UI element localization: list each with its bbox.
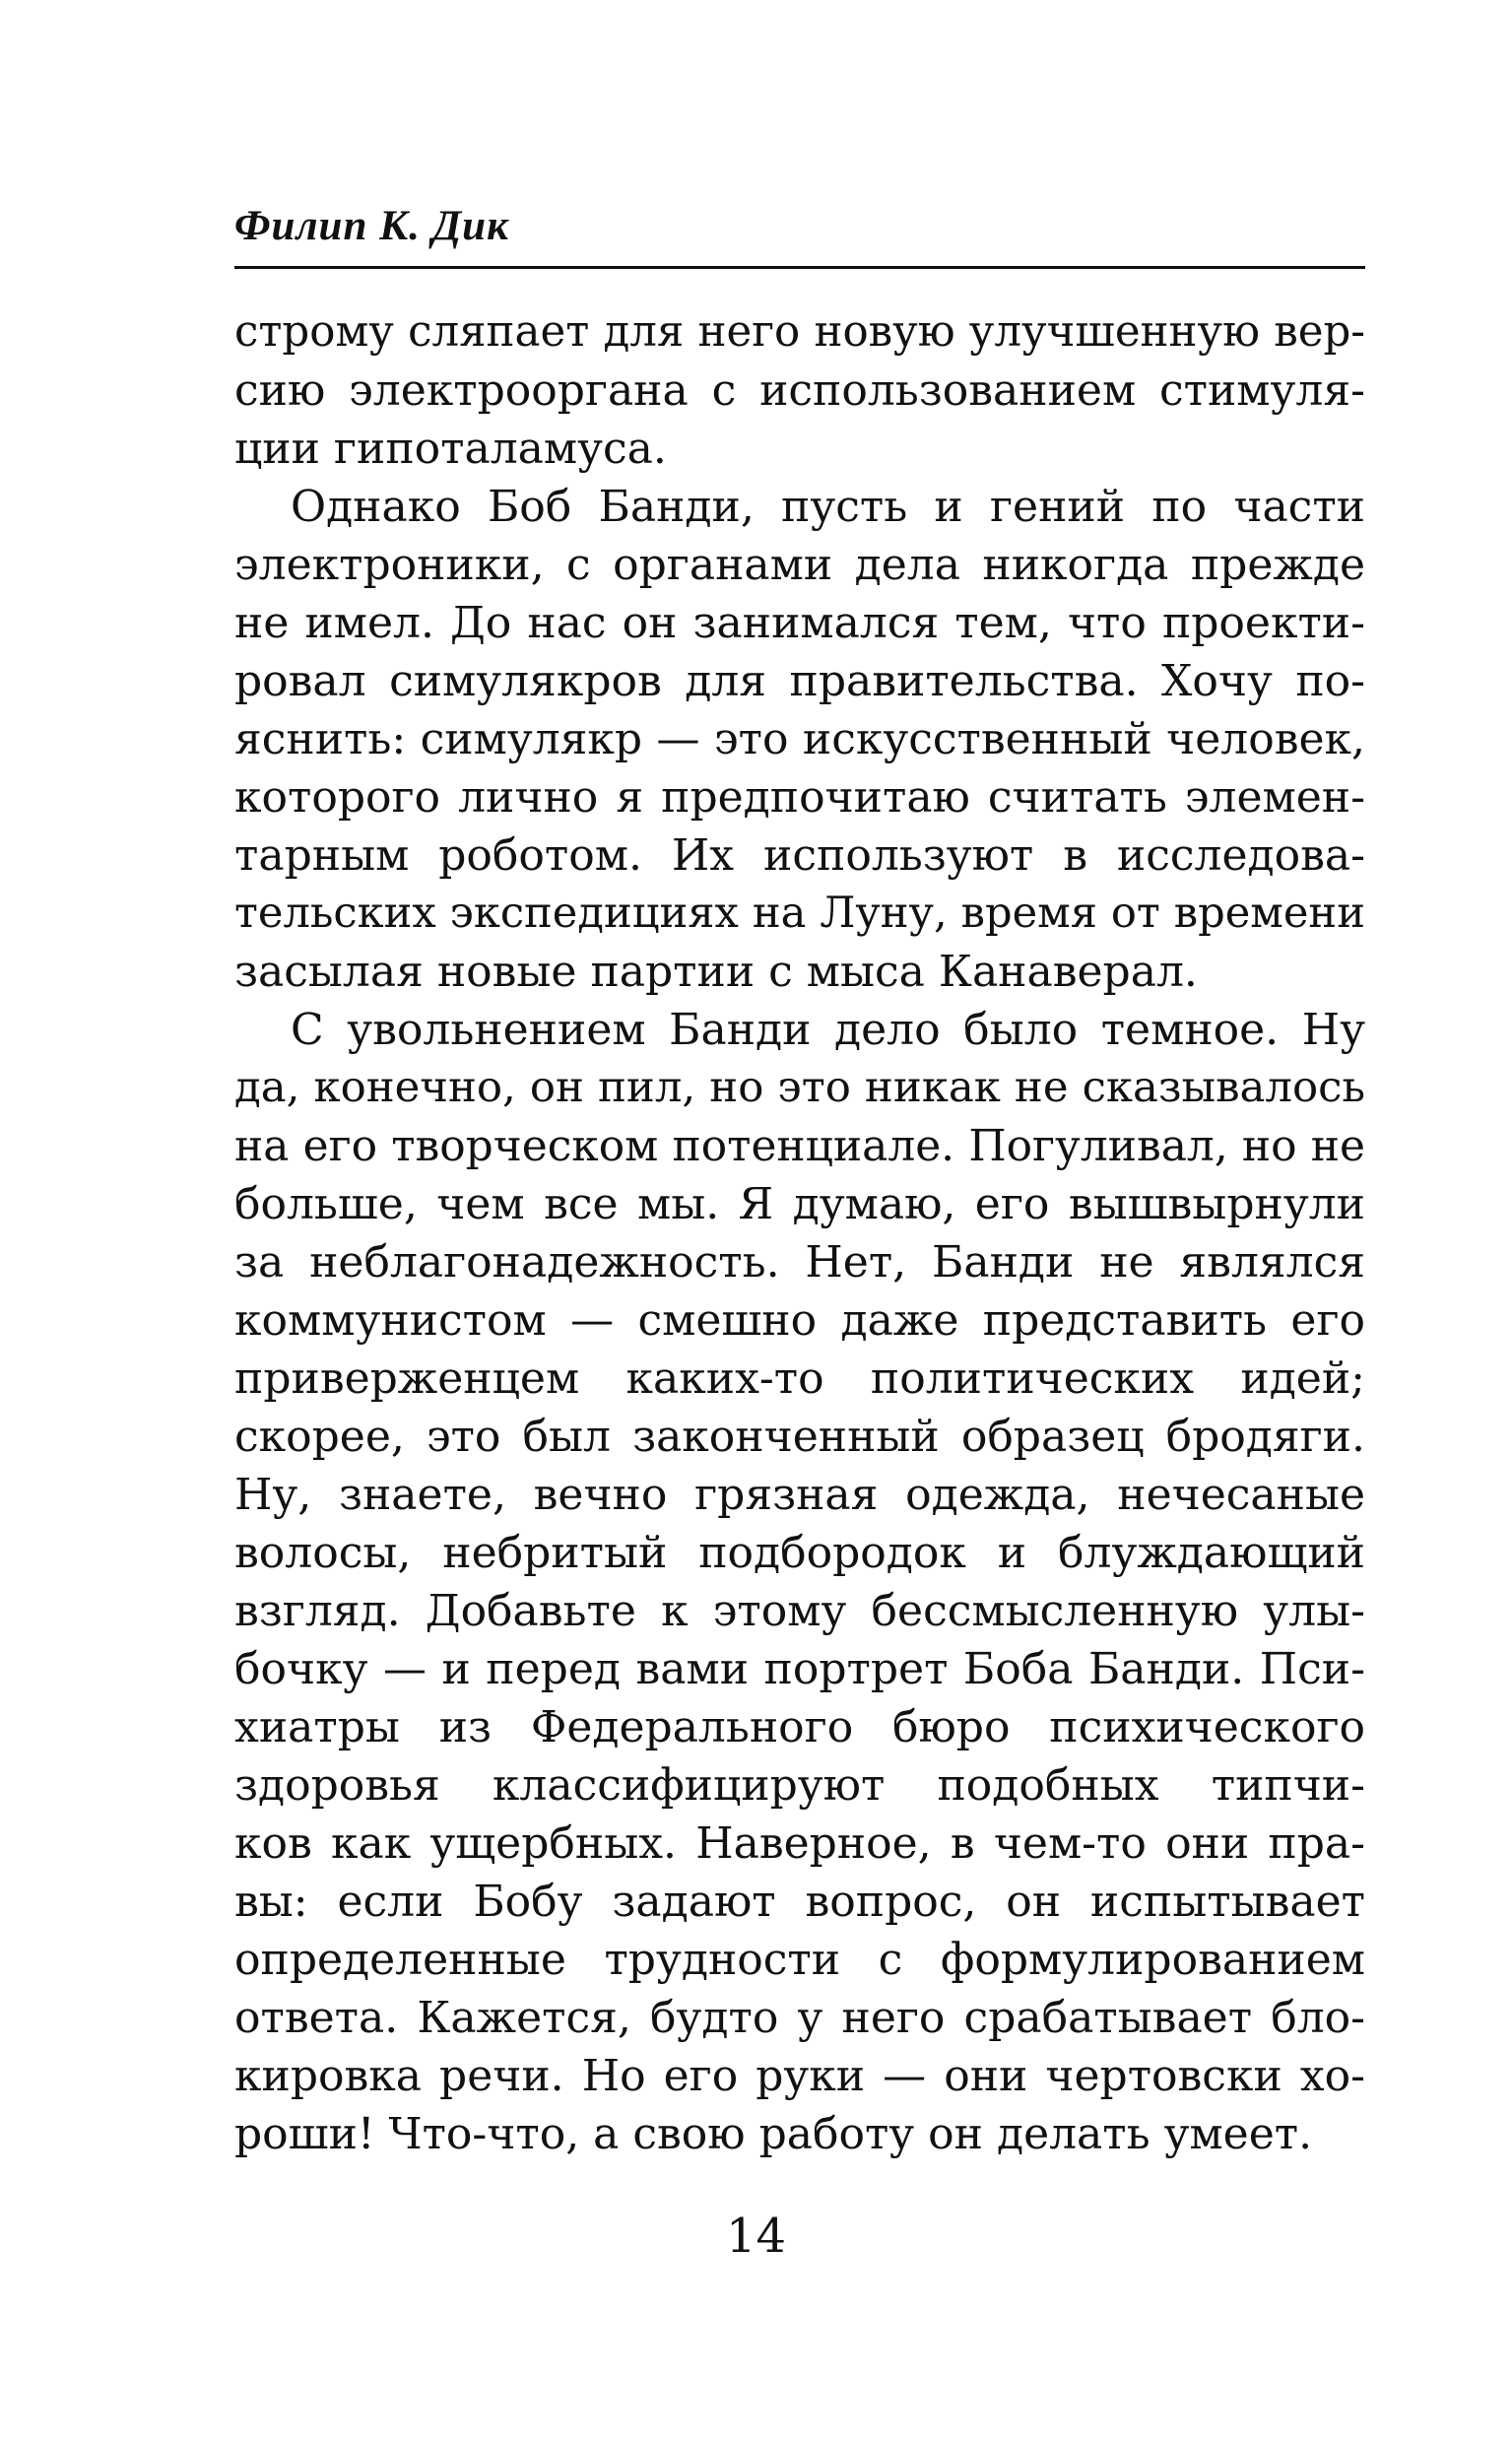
body-text [234, 303, 1365, 2163]
text-line: ков как ущербных. Наверное, в чем-то они пра- [234, 1818, 1365, 1869]
text-line: взгляд. Добавьте к этому бессмысленную улы- [234, 1586, 1365, 1636]
text-line: яснить: симулякр — это искусственный человек, [234, 714, 1365, 764]
text-line: ответа. Кажется, будто у него срабатывает бло- [234, 1993, 1365, 2043]
text-line: тарным роботом. Их используют в исследова- [234, 830, 1365, 881]
text-line: вы: если Бобу задают вопрос, он испытывает [234, 1877, 1365, 1927]
text-line: засылая новые партии с мыса Канаверал. [234, 947, 1198, 997]
text-line: волосы, небритый подбородок и блуждающий [234, 1528, 1365, 1578]
text-line: бочку — и перед вами портрет Боба Банди. Пси- [234, 1644, 1365, 1694]
header-rule [234, 266, 1365, 269]
text-line: которого лично я предпочитаю считать элемен- [234, 772, 1365, 823]
text-line: Ну, знаете, вечно грязная одежда, нечесаные [234, 1470, 1365, 1520]
text-line: тельских экспедициях на Луну, время от времени [234, 889, 1365, 938]
text-line: на его творческом потенциале. Погуливал, но не [234, 1121, 1365, 1171]
text-line: ции гипоталамуса. [234, 424, 667, 474]
text-line: здоровья классифицируют подобных типчи- [234, 1760, 1365, 1811]
text-line: Однако Боб Банди, пусть и гений по части [291, 482, 1365, 532]
text-line: строму сляпает для него новую улучшенную вер- [234, 307, 1365, 357]
text-line: определенные трудности с формулированием [234, 1935, 1365, 1985]
text-line: за неблагонадежность. Нет, Банди не являлся [234, 1237, 1365, 1288]
text-line: коммунистом — смешно даже представить его [234, 1295, 1365, 1346]
running-head-author: Филип К. Дик [234, 203, 509, 249]
text-line: хиатры из Федерального бюро психического [234, 1702, 1365, 1752]
text-line: сию электрооргана с использованием стимуля- [234, 365, 1365, 416]
text-line: кировка речи. Но его руки — они чертовски хо- [234, 2051, 1365, 2101]
text-line: С увольнением Банди дело было темное. Ну [291, 1005, 1365, 1055]
text-line: не имел. До нас он занимался тем, что проекти- [234, 598, 1365, 648]
page-number: 14 [725, 2209, 787, 2264]
text-line: больше, чем все мы. Я думаю, его вышвырнули [234, 1179, 1365, 1229]
text-line: ровал симулякров для правительства. Хочу по- [234, 656, 1365, 706]
text-line: электроники, с органами дела никогда прежде [234, 540, 1365, 590]
text-line: скорее, это был законченный образец бродяги. [234, 1412, 1365, 1462]
text-line: приверженцем каких-то политических идей; [234, 1354, 1365, 1404]
text-line: да, конечно, он пил, но это никак не сказывалось [234, 1063, 1365, 1112]
text-line: роши! Что-что, а свою работу он делать умеет. [234, 2109, 1313, 2159]
